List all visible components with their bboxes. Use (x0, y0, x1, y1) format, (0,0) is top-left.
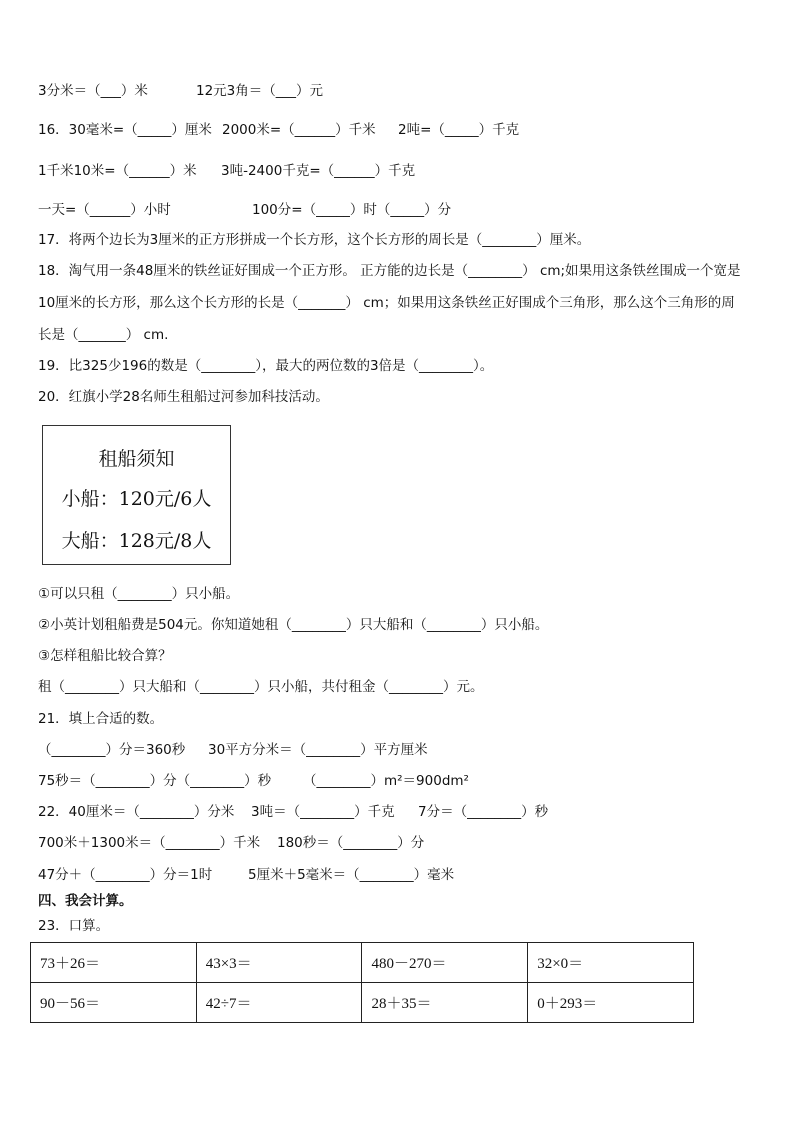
notice-big-boat: 大船：128元/8人 (61, 530, 212, 552)
q21-item-d: （________）m²＝900dm² (303, 773, 469, 789)
q20-part3: ③怎样租船比较合算？ (38, 648, 172, 664)
table-row (31, 943, 694, 983)
table-cell: 90－56＝ (31, 983, 197, 1023)
q22-item-f: 47分＋（________）分＝1时 (38, 867, 213, 883)
q21-item-a: （________）分＝360秒 (38, 742, 186, 758)
q15-conversion-b: 12元3角＝（___）元 (196, 83, 324, 99)
q20-part3-answer: 租（________）只大船和（________）只小船，共付租金（________）元。 (38, 679, 484, 695)
q16-conversion-c: 2吨=（_____）千克 (398, 122, 520, 138)
q23-text: 23．口算。 (38, 918, 110, 934)
q22-item-c: 7分＝（________）秒 (418, 804, 549, 820)
table-cell: 73＋26＝ (31, 943, 197, 983)
q21-item-c: 75秒＝（________）分（________）秒 (38, 773, 272, 789)
q20-part2: ②小英计划租船费是504元。你知道她租（________）只大船和（________）只小船。 (38, 617, 549, 633)
table-cell: 28＋35＝ (362, 983, 528, 1023)
q16-conversion-d: 1千米10米=（______）米 (38, 163, 197, 179)
section-4-heading: 四、我会计算。 (38, 893, 133, 909)
q16-conversion-f: 一天=（______）小时 (38, 202, 171, 218)
q22-item-g: 5厘米＋5毫米＝（________）毫米 (248, 867, 455, 883)
table-cell: 32×0＝ (528, 943, 694, 983)
boat-rental-notice (42, 425, 231, 565)
q22-item-b: 3吨＝（________）千克 (251, 804, 395, 820)
q22-item-a: 22．40厘米＝（________）分米 (38, 804, 235, 820)
table-cell: 480－270＝ (362, 943, 528, 983)
q17-text: 17．将两个边长为3厘米的正方形拼成一个长方形，这个长方形的周长是（________）厘米。 (38, 232, 591, 248)
q16-conversion-b: 2000米=（______）千米 (222, 122, 376, 138)
q16-conversion-g: 100分=（_____）时（_____）分 (252, 202, 452, 218)
mental-math-table (30, 942, 694, 1023)
q18-text-line1: 18．淘气用一条48厘米的铁丝证好围成一个正方形。 正方能的边长是（________） cm;如果用这条铁丝围成一个宽是 (38, 263, 741, 279)
q20-text: 20．红旗小学28名师生租船过河参加科技活动。 (38, 389, 329, 405)
q18-text-line3: 长是（_______） cm. (38, 327, 169, 343)
q21-item-b: 30平方分米＝（________）平方厘米 (208, 742, 428, 758)
q21-text: 21．填上合适的数。 (38, 711, 164, 727)
table-cell: 0＋293＝ (528, 983, 694, 1023)
q18-text-line2: 10厘米的长方形，那么这个长方形的长是（_______） cm；如果用这条铁丝正好围成个三角形，那么这个三角形的周 (38, 295, 735, 311)
q20-part1: ①可以只租（________）只小船。 (38, 586, 240, 602)
q16-conversion-e: 3吨-2400千克=（______）千克 (221, 163, 416, 179)
table-cell: 43×3＝ (196, 943, 362, 983)
table-cell: 42÷7＝ (196, 983, 362, 1023)
q22-item-e: 180秒＝（________）分 (277, 835, 425, 851)
q22-item-d: 700米＋1300米＝（________）千米 (38, 835, 261, 851)
q15-conversion-a: 3分米＝（___）米 (38, 83, 148, 99)
table-row (31, 983, 694, 1023)
notice-title: 租船须知 (98, 448, 175, 470)
q16-conversion-a: 16．30毫米=（_____）厘米 (38, 122, 212, 138)
q19-text: 19．比325少196的数是（________），最大的两位数的3倍是（________）。 (38, 358, 494, 374)
notice-small-boat: 小船：120元/6人 (61, 488, 212, 510)
